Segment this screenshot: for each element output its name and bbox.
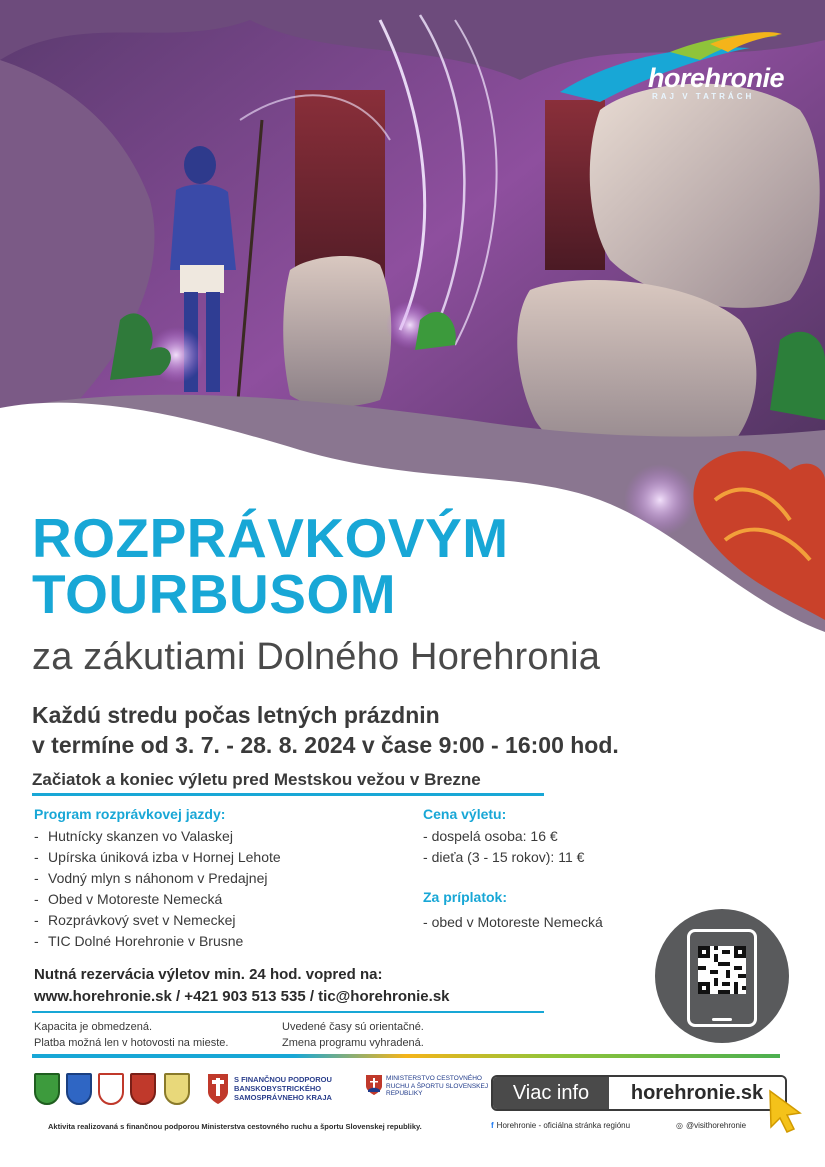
- facebook-icon: f: [491, 1121, 494, 1130]
- list-item: - dieťa (3 - 15 rokov): 11 €: [423, 847, 584, 868]
- reservation-heading: Nutná rezervácia výletov min. 24 hod. vopred na:: [34, 966, 383, 983]
- note-line: Platba možná len v hotovosti na mieste.: [34, 1037, 229, 1049]
- color-divider: [32, 1054, 780, 1058]
- program-list: [34, 826, 281, 952]
- facebook-label: Horehronie - oficiálna stránka regiónu: [496, 1121, 631, 1130]
- logo-tagline: RAJ V TATRÁCH: [652, 92, 755, 101]
- more-info-button[interactable]: [491, 1075, 787, 1111]
- more-info-label: Viac info: [493, 1077, 609, 1109]
- horehronie-logo: [560, 30, 800, 110]
- list-item: - Hutnícky skanzen vo Valaskej: [34, 826, 281, 847]
- qr-code: [698, 946, 746, 994]
- note-left: [34, 1019, 228, 1051]
- extra-list: [423, 912, 603, 933]
- reservation-contacts[interactable]: www.horehronie.sk / +421 903 513 535 / tic@horehronie.sk: [34, 988, 450, 1005]
- list-item: - obed v Motoreste Nemecká: [423, 912, 603, 933]
- schedule-line-2: v termíne od 3. 7. - 28. 8. 2024 v čase 9:00 - 16:00 hod.: [32, 732, 619, 758]
- page-title: [32, 507, 509, 625]
- list-item: - Obed v Motoreste Nemecká: [34, 889, 281, 910]
- logo-wordmark: horehronie: [648, 63, 785, 93]
- slovak-crest-icon: [366, 1075, 382, 1095]
- qr-phone-icon: [687, 929, 757, 1027]
- bbsk-support-text: S FINANČNOU PODPOROU BANSKOBYSTRICKÉHO SAMOSPRÁVNEHO KRAJA: [234, 1075, 332, 1102]
- instagram-icon: ◎: [676, 1121, 683, 1130]
- note-line: Zmena programu vyhradená.: [282, 1037, 424, 1049]
- qr-code-badge[interactable]: [655, 909, 789, 1043]
- extra-heading: Za príplatok:: [423, 889, 508, 905]
- price-heading: Cena výletu:: [423, 806, 507, 822]
- coat-of-arms-icon: [130, 1073, 156, 1105]
- coat-of-arms-icon: [98, 1073, 124, 1105]
- program-heading: Program rozprávkovej jazdy:: [34, 806, 226, 822]
- title-line-2: TOURBUSOM: [32, 563, 397, 625]
- ministry-text: MINISTERSTVO CESTOVNÉHO RUCHU A ŠPORTU SLOVENSKEJ REPUBLIKY: [386, 1075, 489, 1097]
- note-right: [282, 1019, 424, 1051]
- page-subtitle: za zákutiami Dolného Horehronia: [32, 636, 601, 678]
- phone-home-bar: [712, 1018, 732, 1021]
- bbsk-crest-icon: [208, 1074, 228, 1104]
- list-item: - dospelá osoba: 16 €: [423, 826, 584, 847]
- funding-note: Aktivita realizovaná s finančnou podporou Ministerstva cestovného ruchu a športu Slovenskej republiky.: [48, 1122, 422, 1131]
- schedule-line-1: Každú stredu počas letných prázdnin: [32, 702, 440, 728]
- website-link[interactable]: horehronie.sk: [609, 1077, 785, 1109]
- coat-of-arms-icon: [66, 1073, 92, 1105]
- cursor-arrow-icon: [766, 1087, 806, 1135]
- start-point: Začiatok a koniec výletu pred Mestskou vežou v Brezne: [32, 770, 481, 789]
- list-item: - TIC Dolné Horehronie v Brusne: [34, 931, 281, 952]
- coat-of-arms-icon: [164, 1073, 190, 1105]
- title-line-1: ROZPRÁVKOVÝM: [32, 507, 509, 569]
- coat-of-arms-icon: [34, 1073, 60, 1105]
- note-line: Kapacita je obmedzená.: [34, 1021, 153, 1033]
- list-item: - Upírska úniková izba v Hornej Lehote: [34, 847, 281, 868]
- note-line: Uvedené časy sú orientačné.: [282, 1021, 424, 1033]
- instagram-link[interactable]: [676, 1121, 746, 1130]
- list-item: - Vodný mlyn s náhonom v Predajnej: [34, 868, 281, 889]
- instagram-label: @visithorehronie: [685, 1121, 747, 1130]
- list-item: - Rozprávkový svet v Nemeckej: [34, 910, 281, 931]
- price-list: [423, 826, 584, 868]
- schedule: [32, 700, 619, 760]
- divider: [32, 1011, 544, 1013]
- facebook-link[interactable]: [491, 1121, 630, 1130]
- divider: [32, 793, 544, 796]
